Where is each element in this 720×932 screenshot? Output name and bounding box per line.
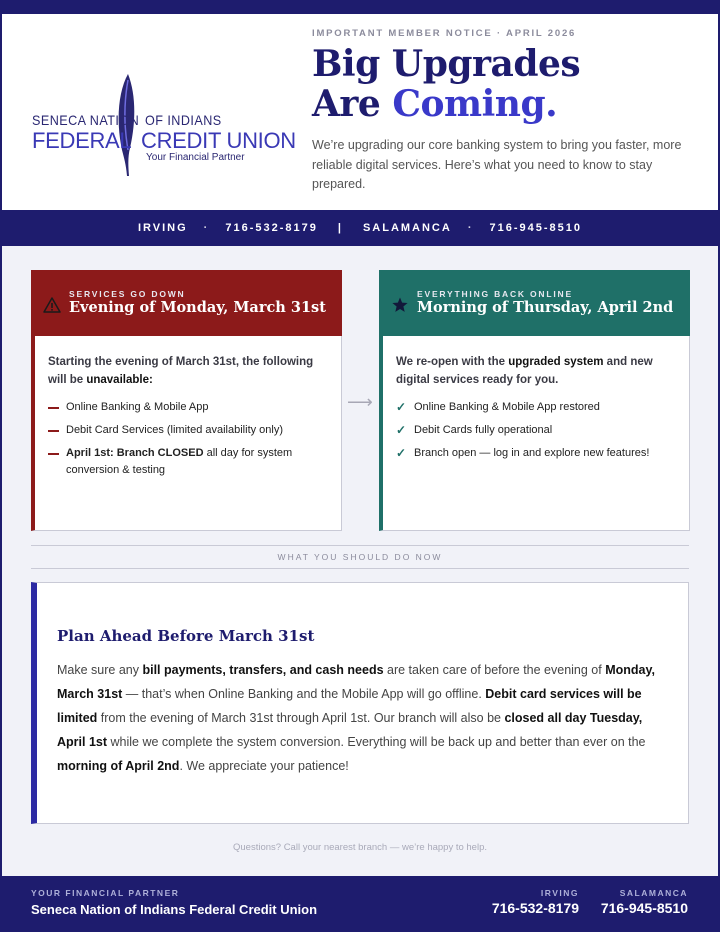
headline-line2	[312, 84, 580, 124]
plan-bold: closed all day Tuesday, April 1st	[57, 711, 643, 749]
item-text: Debit Card Services (limited availability only)	[66, 424, 284, 436]
back-online-header	[379, 270, 690, 336]
dot-separator: ·	[203, 222, 210, 234]
contact-location-salamanca: SALAMANCA	[362, 222, 452, 234]
lead-text: Starting the evening of March 31st, the following will be	[48, 356, 314, 386]
item-text: Online Banking & Mobile App	[66, 401, 209, 413]
back-online-title: Morning of Thursday, April 2nd	[417, 299, 674, 316]
logo-line1-left: SENECA NATION	[32, 112, 140, 128]
plan-bold: Monday, March 31st	[57, 663, 655, 701]
headline-accent: Coming.	[392, 83, 558, 125]
item-text: Debit Cards fully operational	[414, 424, 553, 436]
plan-paragraph	[57, 658, 672, 778]
plan-title: Plan Ahead Before March 31st	[57, 627, 315, 645]
plan-bold: morning of April 2nd	[57, 759, 180, 773]
list-item	[396, 422, 681, 439]
list-item	[48, 399, 333, 416]
logo-line2-left: FEDERAL	[32, 128, 132, 153]
plan-bold: bill payments, transfers, and cash needs	[142, 663, 384, 677]
contact-phone-irving[interactable]: 716-532-8179	[225, 222, 318, 234]
footer-phone-irving[interactable]: 716-532-8179	[491, 900, 579, 916]
footer-tagline: YOUR FINANCIAL PARTNER	[31, 888, 180, 898]
footer-location-irving: IRVING	[540, 888, 579, 898]
dot-separator: ·	[467, 222, 474, 234]
services-down-kicker: SERVICES GO DOWN	[69, 289, 186, 299]
right-arrow-icon: ⟶	[347, 392, 373, 412]
list-item	[396, 445, 681, 462]
restored-list	[396, 399, 681, 468]
star-icon	[391, 296, 409, 314]
unavailable-list	[48, 399, 333, 485]
headline-line1: Big Upgrades	[312, 43, 581, 85]
services-down-lead	[48, 353, 333, 389]
item-bold: April 1st: Branch CLOSED	[66, 447, 204, 459]
list-item	[48, 445, 333, 479]
logo-tagline: Your Financial Partner	[146, 152, 245, 163]
plan-text: from the evening of March 31st through April 1st. Our branch will also be	[97, 711, 505, 725]
footer-phone-salamanca[interactable]: 716-945-8510	[600, 900, 688, 916]
list-item	[48, 422, 333, 439]
lead-bold: upgraded system	[508, 356, 604, 368]
plan-text: are taken care of before the evening of	[383, 663, 606, 677]
back-online-kicker: EVERYTHING BACK ONLINE	[417, 289, 573, 299]
lead-text: and new digital services ready for you.	[396, 356, 653, 386]
check-icon: ✓	[396, 423, 407, 437]
plan-ahead-section	[31, 582, 689, 824]
plan-text: while we complete the system conversion. Everything will be back up and better than ever on the	[107, 735, 646, 749]
notice-kicker: IMPORTANT MEMBER NOTICE · APRIL 2026	[312, 28, 577, 39]
contact-phone-salamanca[interactable]: 716-945-8510	[489, 222, 583, 234]
bar-separator: |	[337, 222, 343, 234]
item-text: Branch open — log in and explore new features!	[414, 447, 650, 459]
section-divider: WHAT YOU SHOULD DO NOW	[31, 545, 689, 569]
logo-line1-right: OF INDIANS	[145, 112, 222, 128]
plan-text: Make sure any	[57, 663, 143, 677]
contact-bar	[2, 210, 718, 246]
item-text: Online Banking & Mobile App restored	[414, 401, 600, 413]
services-down-card	[31, 270, 342, 531]
logo-line2-right: CREDIT UNION	[141, 128, 296, 153]
plan-bold: Debit card services will be limited	[57, 687, 642, 725]
credit-union-logo	[32, 72, 296, 182]
back-online-lead	[396, 353, 681, 389]
warning-icon	[43, 296, 61, 314]
services-down-header	[31, 270, 342, 336]
item-text: all day for system conversion & testing	[66, 447, 293, 476]
services-down-title: Evening of Monday, March 31st	[69, 299, 326, 316]
plan-text: — that’s when Online Banking and the Mobile App will go offline.	[122, 687, 486, 701]
footer	[2, 876, 718, 930]
footer-location-salamanca: SALAMANCA	[619, 888, 688, 898]
headline-line2-a: Are	[312, 83, 393, 125]
contact-location-irving: IRVING	[137, 222, 188, 234]
plan-text: . We appreciate your patience!	[179, 759, 349, 773]
lead-bold: unavailable:	[86, 374, 153, 386]
questions-note: Questions? Call your nearest branch — we’re happy to help.	[233, 842, 487, 853]
page-title	[312, 44, 580, 124]
list-item	[396, 399, 681, 416]
check-icon: ✓	[396, 400, 407, 414]
check-icon: ✓	[396, 446, 407, 460]
intro-paragraph: We’re upgrading our core banking system to bring you faster, more reliable digital services. Here’s what you need to know to stay prepared.	[312, 138, 682, 191]
header	[2, 14, 718, 210]
footer-org-name: Seneca Nation of Indians Federal Credit Union	[31, 902, 318, 917]
lead-text: We re-open with the	[396, 356, 509, 368]
back-online-card	[379, 270, 690, 531]
